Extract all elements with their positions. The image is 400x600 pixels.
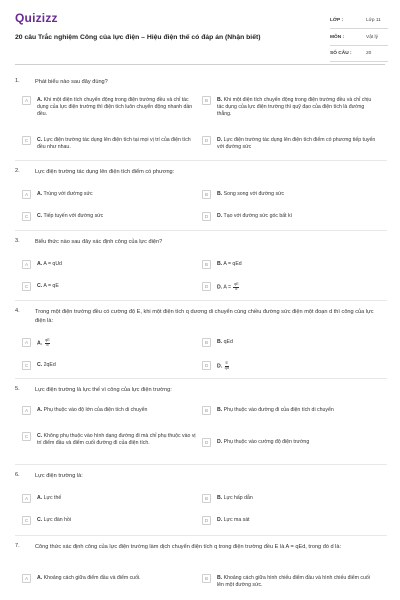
option-prefix: A.: [37, 191, 43, 197]
option-body: A = qUd: [43, 261, 62, 267]
meta-label: LỚP :: [330, 18, 344, 23]
option-prefix: A.: [37, 495, 43, 501]
option-text: [37, 433, 197, 447]
fraction: [45, 339, 51, 348]
question-divider: [15, 160, 387, 161]
option-letter-box[interactable]: D: [202, 136, 211, 145]
option-prefix: D.: [217, 363, 223, 370]
option-body: 2qEd: [43, 362, 56, 368]
fraction-denominator: d: [46, 342, 49, 347]
option-body: Lực điện trường tác dụng lên điện tích tại mọi vị trí của điện tích đều như nhau.: [37, 137, 191, 150]
question-text: Công thức xác định công của lực điện trường làm dịch chuyển điện tích q trong điện trường đều E là A = qEd, trong đó d là:: [35, 544, 342, 550]
fraction-denominator: d: [235, 286, 238, 291]
option-text: [37, 97, 197, 117]
option-prefix: C.: [37, 283, 43, 289]
option-text: [37, 495, 197, 502]
fraction-denominator: qd: [224, 365, 229, 370]
option-letter-box[interactable]: C: [22, 432, 31, 441]
question-number: 3.: [15, 238, 20, 244]
option-letter-box[interactable]: A: [22, 260, 31, 269]
meta-value: 20: [366, 51, 372, 56]
question-number: 5.: [15, 386, 20, 392]
question-text: Lực điện trường là lực thế vì công của lực điện trường:: [35, 387, 172, 393]
option-letter-box[interactable]: A: [22, 190, 31, 199]
option-text: [217, 575, 377, 589]
question-divider: [15, 378, 387, 379]
fraction-numerator: qE: [45, 338, 50, 342]
option-text: [37, 517, 197, 524]
option-body: Tạo với đường sức góc bất kì: [223, 213, 293, 219]
option-body: Phụ thuộc vào cường độ điện trường: [223, 439, 310, 445]
meta-value: Lớp 11: [366, 18, 381, 23]
option-letter-box[interactable]: B: [202, 260, 211, 269]
option-prefix: B.: [217, 261, 223, 267]
question-number: 6.: [15, 472, 20, 478]
option-prefix: D.: [217, 213, 223, 219]
option-body: Lực ma sát: [223, 517, 250, 523]
question-text: Phát biểu nào sau đây đúng?: [35, 79, 108, 85]
option-letter-box[interactable]: B: [202, 574, 211, 583]
quizizz-logo: Quizizz: [15, 11, 58, 25]
meta-row-subject: [330, 32, 388, 46]
option-body: Trùng với đường sức: [43, 191, 93, 197]
option-prefix: D.: [217, 284, 223, 291]
option-prefix: B.: [217, 495, 223, 501]
option-body: Khi một điện tích chuyển động trong điện trường đều và chỉ chịu tác dụng của lực điện trường thì quỹ đạo của điện tích là đường thẳng.: [217, 97, 372, 117]
question-divider: [15, 464, 387, 465]
option-letter-box[interactable]: D: [202, 282, 211, 291]
option-prefix: D.: [217, 137, 223, 143]
option-prefix: B.: [217, 407, 223, 413]
option-text: [217, 283, 377, 292]
fraction: [225, 362, 229, 371]
option-prefix: C.: [37, 433, 43, 439]
meta-value: Vật lý: [366, 34, 378, 40]
option-prefix: D.: [217, 439, 223, 445]
option-body: A = qE: [43, 283, 59, 289]
option-prefix: C.: [37, 517, 43, 523]
option-text: [37, 575, 197, 582]
option-body: Tiếp tuyến với đường sức: [43, 213, 104, 219]
option-body: qEd: [223, 339, 233, 345]
option-text: [217, 191, 377, 198]
option-text: [37, 362, 197, 369]
option-text: [37, 191, 197, 198]
question-number: 4.: [15, 308, 20, 314]
document-title: 20 câu Trắc nghiệm Công của lực điện – Hiệu điện thế có đáp án (Nhận biết): [15, 34, 261, 41]
question-number: 1.: [15, 78, 20, 84]
option-prefix: D.: [217, 517, 223, 523]
meta-row-class: [330, 15, 388, 29]
option-letter-box[interactable]: C: [22, 361, 31, 370]
option-prefix: B.: [217, 97, 223, 103]
option-body: Lực điện trường tác dụng lên điện tích điểm có phương tiếp tuyến với đường sức: [217, 137, 376, 150]
option-prefix: B.: [217, 575, 223, 581]
question-text: Lực điện trường là:: [35, 473, 83, 479]
option-prefix: C.: [37, 362, 43, 368]
option-prefix: A.: [37, 340, 43, 347]
fraction-numerator: E: [225, 361, 229, 365]
option-letter-box[interactable]: A: [22, 494, 31, 503]
option-text: [37, 339, 197, 348]
option-text: [217, 439, 377, 446]
question-text: Biểu thức nào sau đây xác định công của lực điện?: [35, 239, 163, 245]
option-letter-box[interactable]: A: [22, 96, 31, 105]
meta-panel: [330, 15, 388, 65]
option-letter-box[interactable]: C: [22, 136, 31, 145]
option-letter-box[interactable]: D: [202, 438, 211, 447]
question-number: 7.: [15, 543, 20, 549]
option-letter-box[interactable]: D: [202, 361, 211, 370]
option-prefix: A.: [37, 97, 43, 103]
option-prefix: C.: [37, 137, 43, 143]
meta-row-question-count: [330, 48, 388, 62]
option-body: Khoảng cách giữa điểm đầu và điểm cuối.: [43, 575, 141, 581]
header-divider: [15, 64, 385, 65]
option-text: [217, 339, 377, 346]
meta-label: MÔN :: [330, 34, 345, 40]
option-prefix: C.: [37, 213, 43, 219]
option-letter-box[interactable]: D: [202, 516, 211, 525]
fraction-numerator: qE: [233, 282, 239, 286]
option-prefix: A.: [37, 407, 43, 413]
option-letter-box[interactable]: C: [22, 212, 31, 221]
question-text: Lực điện trường tác dụng lên điện tích điểm có phương:: [35, 169, 175, 175]
option-text: [37, 137, 197, 151]
question-number: 2.: [15, 168, 20, 174]
option-text: [37, 283, 197, 290]
option-text: [37, 261, 197, 268]
option-body: A = qEd: [223, 261, 242, 267]
option-body: Phụ thuộc vào đường đi của điện tích di chuyển: [223, 407, 334, 413]
option-text: [217, 517, 377, 524]
option-text: [217, 362, 377, 371]
option-letter-box[interactable]: B: [202, 406, 211, 415]
option-letter-box[interactable]: A: [22, 574, 31, 583]
option-body: Song song với đường sức: [223, 191, 285, 197]
option-letter-box[interactable]: C: [22, 282, 31, 291]
meta-label: SỐ CÂU :: [330, 51, 352, 56]
option-body: A =: [223, 284, 231, 291]
option-letter-box[interactable]: C: [22, 516, 31, 525]
question-divider: [15, 230, 387, 231]
option-body: Lực đàn hồi: [43, 517, 72, 523]
option-body: Lực thế: [43, 495, 62, 501]
option-letter-box[interactable]: A: [22, 406, 31, 415]
option-letter-box[interactable]: A: [22, 338, 31, 347]
option-body: Phụ thuộc vào độ lớn của điện tích di chuyển: [43, 407, 148, 413]
option-text: [217, 495, 377, 502]
option-prefix: B.: [217, 339, 223, 345]
option-prefix: B.: [217, 191, 223, 197]
option-letter-box[interactable]: B: [202, 338, 211, 347]
option-letter-box[interactable]: D: [202, 212, 211, 221]
option-letter-box[interactable]: B: [202, 190, 211, 199]
fraction: [233, 283, 239, 292]
question-text: Trong một điện trường đều có cường độ E, khi một điện tích q dương di chuyển cùng chiều đường sức điện một đoạn d thì công của lực điện là:: [35, 309, 374, 324]
option-text: [217, 261, 377, 268]
option-letter-box[interactable]: B: [202, 96, 211, 105]
option-text: [217, 407, 377, 414]
question-divider: [15, 300, 387, 301]
option-text: [217, 97, 377, 117]
option-body: Khi một điện tích chuyển động trong điện trường đều và chỉ tác dụng của lực điện trường thì điện tích luôn chuyển động nhanh dần đều.: [37, 97, 193, 117]
option-text: [217, 213, 377, 220]
option-prefix: A.: [37, 575, 43, 581]
worksheet-header: [0, 0, 400, 72]
option-prefix: A.: [37, 261, 43, 267]
option-body: Khoảng cách giữa hình chiếu điểm đầu và hình chiếu điểm cuối lên một đường sức.: [217, 575, 370, 588]
option-text: [37, 407, 197, 414]
option-text: [217, 137, 377, 151]
option-body: Không phụ thuộc vào hình dạng đường đi mà chỉ phụ thuộc vào vị trí điểm đầu và điểm cuối đường đi của điện tích.: [37, 433, 196, 446]
option-text: [37, 213, 197, 220]
question-divider: [15, 535, 387, 536]
option-letter-box[interactable]: B: [202, 494, 211, 503]
option-body: Lực hấp dẫn: [223, 495, 253, 501]
